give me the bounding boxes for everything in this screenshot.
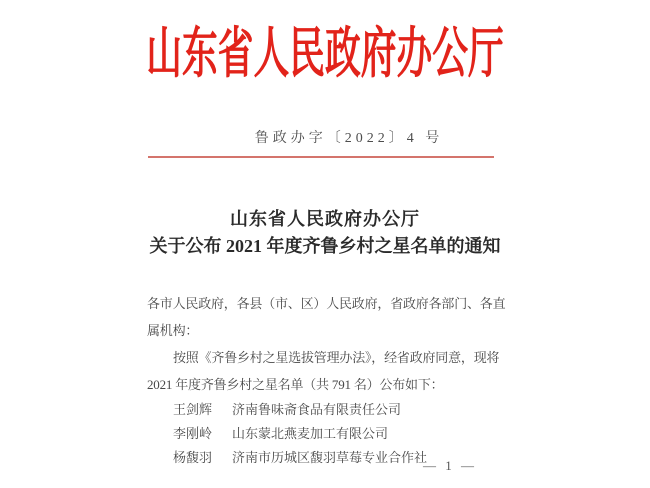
document-body: [147, 290, 513, 470]
salutation-line-2: 属机构：: [147, 323, 199, 338]
honoree-organization: 济南鲁味斋食品有限责任公司: [232, 402, 402, 417]
honoree-name: 王剑辉: [173, 402, 213, 417]
document-title: [0, 205, 650, 260]
page-number: — 1 —: [423, 458, 477, 473]
masthead: [0, 22, 650, 86]
honoree-organization: 山东蒙北燕麦加工有限公司: [232, 426, 389, 441]
title-line-2: 关于公布 2021 年度齐鲁乡村之星名单的通知: [149, 236, 501, 256]
red-separator-line: [148, 156, 494, 158]
honoree-row: [147, 422, 513, 446]
document-reference-number: 鲁政办字〔2022〕4 号: [254, 131, 444, 146]
honoree-name: 李刚岭: [173, 426, 213, 441]
title-line-1: 山东省人民政府办公厅: [230, 209, 420, 229]
honoree-organization: 济南市历城区馥羽草莓专业合作社: [232, 450, 428, 465]
salutation-line-1: 各市人民政府，各县（市、区）人民政府，省政府各部门、各直: [147, 296, 506, 311]
honoree-name: 杨馥羽: [173, 450, 213, 465]
paragraph-line-1: 按照《齐鲁乡村之星选拔管理办法》，经省政府同意，现将: [173, 350, 500, 365]
honoree-row: [147, 398, 513, 422]
paragraph-line-2: 2021 年度齐鲁乡村之星名单（共 791 名）公布如下：: [147, 377, 444, 392]
masthead-title: 山东省人民政府办公厅: [146, 23, 504, 84]
